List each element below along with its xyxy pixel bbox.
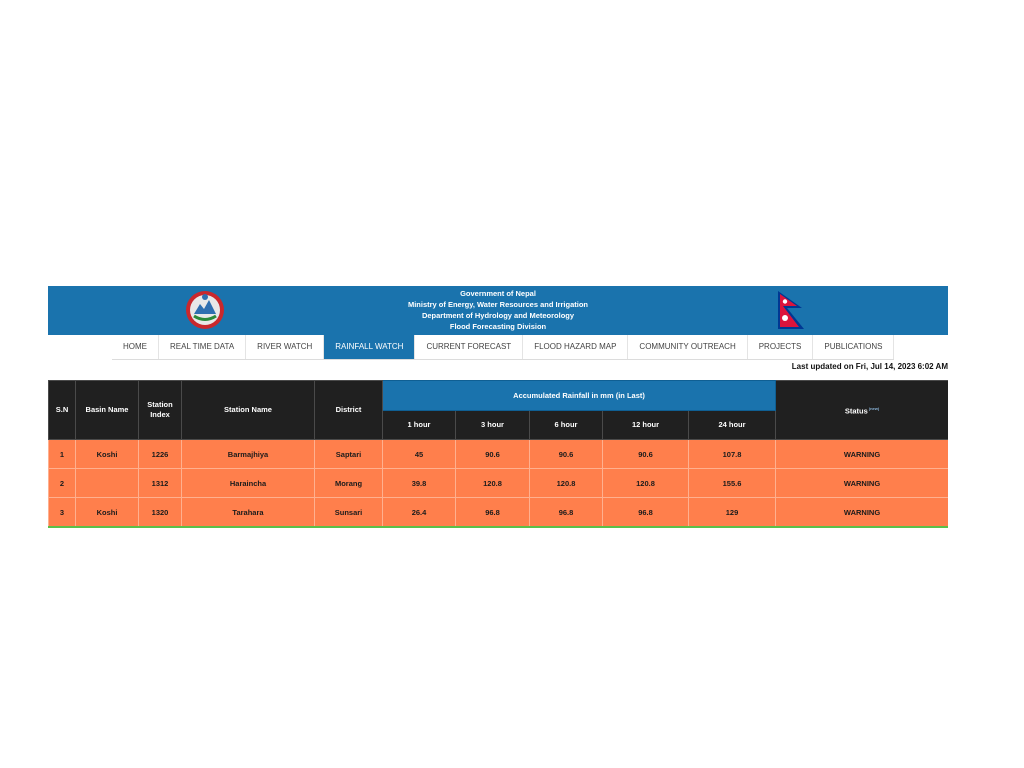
cell-12-hour: 90.6 [603,440,689,469]
header-line-division: Flood Forecasting Division [449,322,547,331]
header-line-ministry: Ministry of Energy, Water Resources and Irrigation [407,300,589,309]
cell-12-hour: 96.8 [603,498,689,528]
government-header [48,286,948,335]
nav-publications[interactable]: PUBLICATIONS [813,335,894,359]
header-station-index: Station Index [139,381,182,440]
header-station-name: Station Name [182,381,315,440]
header-line-department: Department of Hydrology and Meteorology [421,311,575,320]
cell-3-hour: 120.8 [456,469,530,498]
cell-sn: 3 [49,498,76,528]
cell-status: WARNING [776,498,948,528]
cell-1-hour: 39.8 [383,469,456,498]
cell-station-name: Haraincha [182,469,315,498]
cell-station-name: Barmajhiya [182,440,315,469]
header-line-government: Government of Nepal [460,289,536,298]
cell-6-hour: 96.8 [530,498,603,528]
cell-station-index: 1320 [139,498,182,528]
cell-6-hour: 90.6 [530,440,603,469]
header-24-hour: 24 hour [689,411,776,440]
page-frame [48,286,948,532]
header-district: District [315,381,383,440]
table-row [49,440,949,469]
header-title-block [48,288,948,332]
nav-river-watch[interactable]: RIVER WATCH [246,335,324,359]
cell-24-hour: 107.8 [689,440,776,469]
header-sn: S.N [49,381,76,440]
cell-sn: 1 [49,440,76,469]
cell-status: WARNING [776,469,948,498]
main-nav [112,335,894,360]
cell-station-name: Tarahara [182,498,315,528]
cell-6-hour: 120.8 [530,469,603,498]
header-12-hour: 12 hour [603,411,689,440]
nav-flood-hazard-map[interactable]: FLOOD HAZARD MAP [523,335,628,359]
cell-24-hour: 129 [689,498,776,528]
cell-status: WARNING [776,440,948,469]
last-updated-text: Last updated on Fri, Jul 14, 2023 6:02 AM [791,362,948,371]
header-basin-name: Basin Name [76,381,139,440]
header-accumulated-rainfall: Accumulated Rainfall in mm (in Last) [383,381,776,411]
rainfall-table [48,380,948,528]
cell-district: Saptari [315,440,383,469]
nav-current-forecast[interactable]: CURRENT FORECAST [415,335,523,359]
cell-1-hour: 26.4 [383,498,456,528]
header-6-hour: 6 hour [530,411,603,440]
nav-real-time-data[interactable]: REAL TIME DATA [159,335,246,359]
cell-basin [76,469,139,498]
nepal-flag-icon [775,289,809,331]
cell-basin: Koshi [76,440,139,469]
cell-station-index: 1312 [139,469,182,498]
header-1-hour: 1 hour [383,411,456,440]
cell-24-hour: 155.6 [689,469,776,498]
nav-home[interactable]: HOME [112,335,159,359]
header-3-hour: 3 hour [456,411,530,440]
table-row [49,469,949,498]
cell-1-hour: 45 [383,440,456,469]
status-info-note[interactable]: (new) [868,405,880,411]
cell-district: Sunsari [315,498,383,528]
cell-3-hour: 96.8 [456,498,530,528]
nav-projects[interactable]: PROJECTS [748,335,814,359]
cell-sn: 2 [49,469,76,498]
nav-rainfall-watch[interactable]: RAINFALL WATCH [324,335,415,359]
header-status-label: Status [844,406,868,416]
cell-3-hour: 90.6 [456,440,530,469]
cell-basin: Koshi [76,498,139,528]
cell-12-hour: 120.8 [603,469,689,498]
cell-district: Morang [315,469,383,498]
header-status[interactable] [776,381,948,440]
table-row [49,498,949,528]
nav-community-outreach[interactable]: COMMUNITY OUTREACH [628,335,747,359]
cell-station-index: 1226 [139,440,182,469]
